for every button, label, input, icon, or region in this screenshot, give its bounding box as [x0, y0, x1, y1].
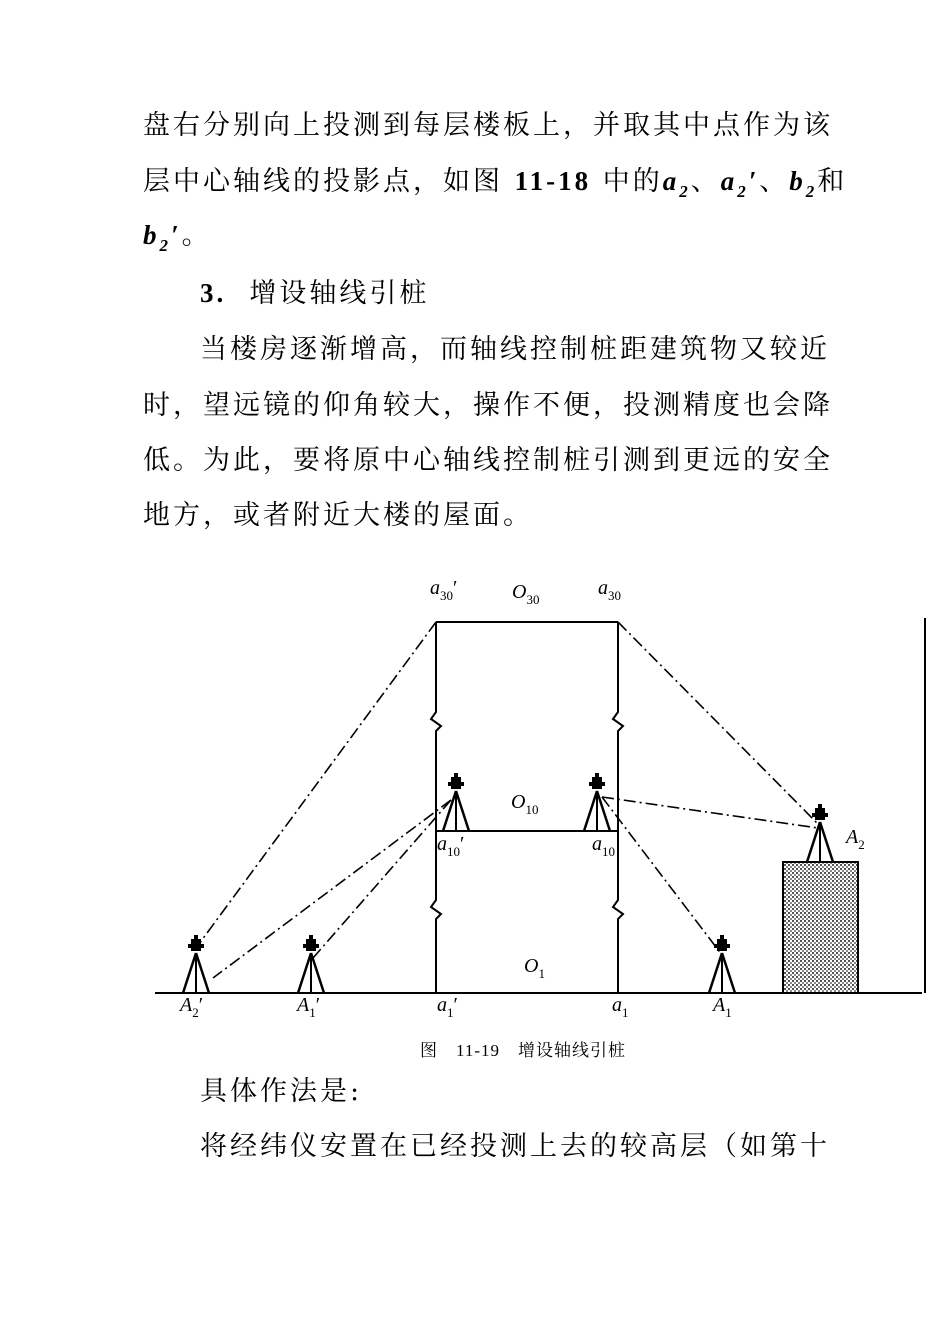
text-line	[200, 1078, 362, 1105]
paragraph-text: 地方，或者附近大楼的屋面。	[143, 500, 533, 531]
heading-text: 增设轴线引桩	[249, 278, 430, 309]
text-line	[143, 168, 847, 200]
theodolite-icon	[807, 804, 833, 862]
paragraph-text: 。	[181, 220, 212, 251]
symbol-a2-prime: $a_2'$	[720, 166, 760, 201]
text-line	[143, 447, 833, 474]
label-a10-prime: $a_{10}'$	[437, 833, 465, 859]
neighbor-building	[783, 862, 858, 993]
symbol-a2: $a_2$	[662, 166, 691, 201]
theodolite-icon	[443, 773, 469, 831]
paragraph-text: 层中心轴线的投影点，如图	[143, 166, 503, 197]
paragraph-text: 时，望远镜的仰角较大，操作不便，投测精度也会降	[143, 390, 833, 421]
axis-extension-diagram	[0, 560, 950, 1030]
symbol-b2-prime: $b_2'$	[143, 220, 182, 255]
label-a30-prime: $a_{30}'$	[430, 577, 458, 603]
paragraph-text: 和	[817, 166, 848, 197]
paragraph-text: 盘右分别向上投测到每层楼板上，并取其中点作为该	[143, 110, 833, 141]
figure-caption: 图 11-19 增设轴线引桩	[420, 1041, 627, 1060]
text-line	[200, 1133, 830, 1160]
label-a1: $a_1$	[612, 994, 629, 1020]
separator: 、	[690, 166, 721, 197]
label-o30: $O_{30}$	[512, 581, 540, 607]
label-A2: $A_2$	[846, 826, 865, 852]
text-line	[143, 112, 833, 139]
theodolite-icon	[183, 935, 209, 993]
heading-number: 3.	[200, 278, 227, 308]
paragraph-text: 将经纬仪安置在已经投测上去的较高层（如第十	[200, 1131, 830, 1162]
text-line	[143, 392, 833, 419]
section-heading	[200, 280, 429, 307]
label-a1-prime: $a_1'$	[437, 994, 458, 1020]
sight-lines	[196, 622, 818, 978]
paragraph-text: 低。为此，要将原中心轴线控制桩引测到更远的安全	[143, 445, 833, 476]
theodolite-icon	[298, 935, 324, 993]
label-a10: $a_{10}$	[592, 833, 615, 859]
label-a30: $a_{30}$	[598, 577, 621, 603]
label-o10: $O_{10}$	[511, 791, 539, 817]
text-line	[200, 336, 830, 363]
separator: 、	[759, 166, 790, 197]
label-A1: $A_1$	[713, 994, 732, 1020]
figure-reference: 11-18	[514, 166, 592, 196]
text-line	[143, 222, 212, 254]
paragraph-text: 具体作法是:	[200, 1076, 363, 1107]
paragraph-text: 当楼房逐渐增高，而轴线控制桩距建筑物又较近	[200, 334, 830, 365]
label-A1-prime: $A_1'$	[297, 994, 321, 1020]
text-line	[143, 502, 533, 529]
label-o1: $O_1$	[524, 955, 545, 981]
paragraph-text: 中的	[602, 166, 663, 197]
label-A2-prime: $A_2'$	[180, 994, 204, 1020]
symbol-b2: $b_2$	[789, 166, 818, 201]
